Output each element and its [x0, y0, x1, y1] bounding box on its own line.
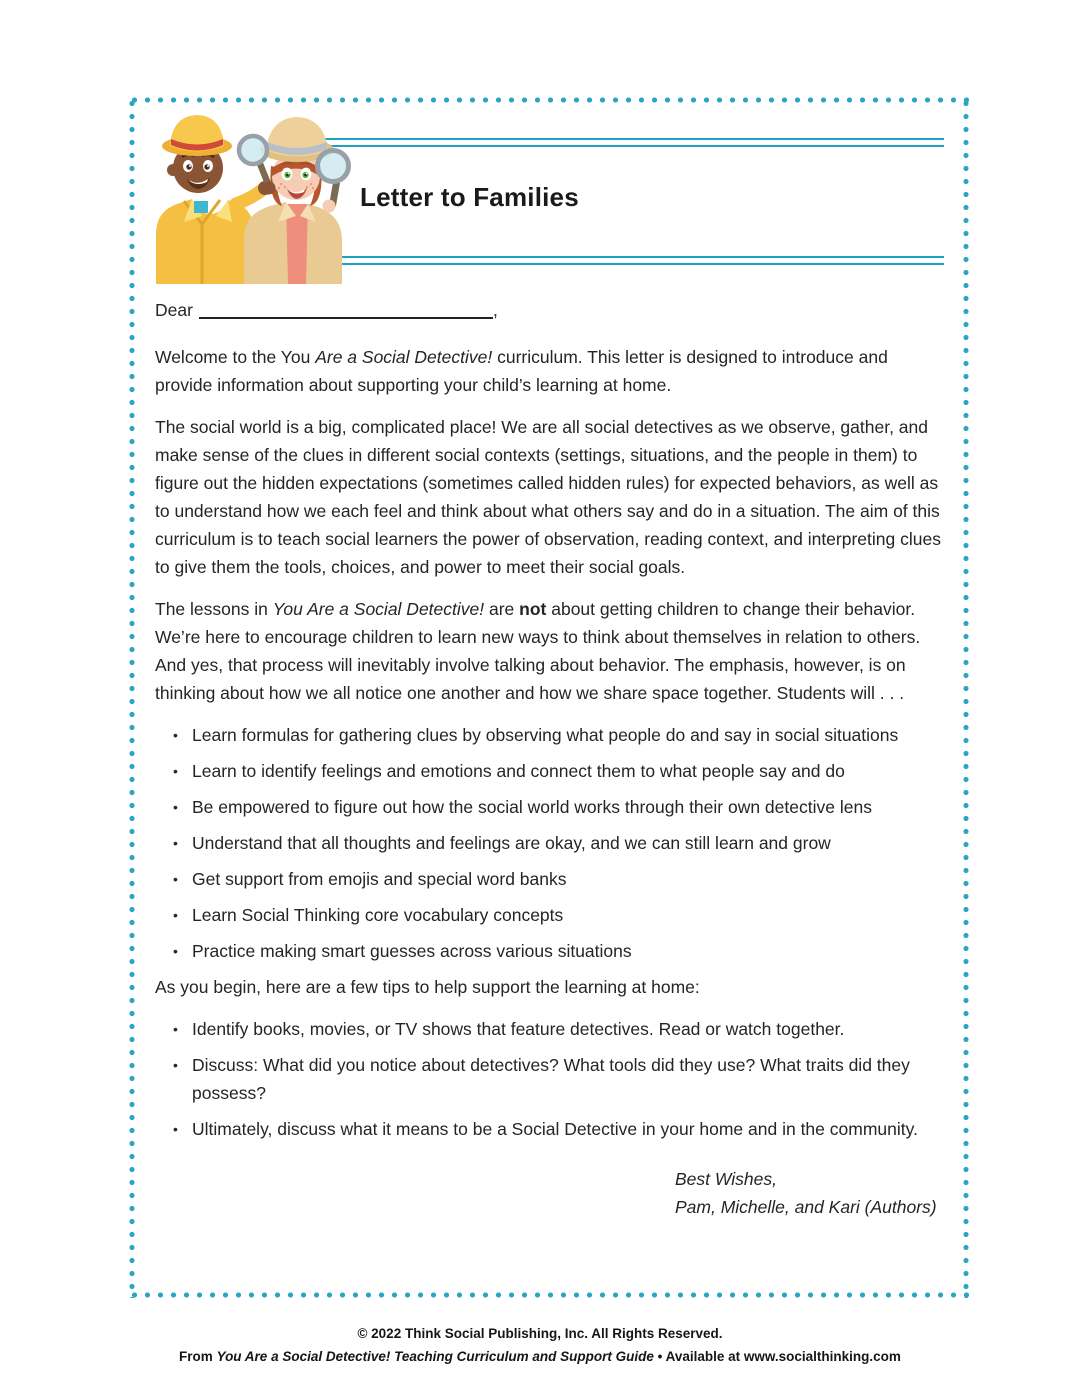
list-item: • Practice making smart guesses across various situations: [173, 937, 947, 965]
dotted-border-left: [129, 97, 135, 1298]
list-item: • Understand that all thoughts and feelings are okay, and we can still learn and grow: [173, 829, 947, 857]
salutation-label: Dear: [155, 300, 193, 320]
paragraph-lessons: The lessons in You Are a Social Detective! are not about getting children to change their behavior. We’re here to encourage children to learn new ways to think about themselves in relation to others. And yes, that process will inevitably involve talking about behavior. The emphasis, however, is on thinking about how we all notice one another and how we share space together. Students will . . .: [155, 599, 921, 703]
page-title: Letter to Families: [360, 182, 579, 212]
dotted-border-top: [128, 97, 970, 103]
salutation-comma: ,: [492, 300, 498, 320]
list-item: • Identify books, movies, or TV shows that feature detectives. Read or watch together.: [173, 1015, 947, 1043]
list-item: • Learn to identify feelings and emotions and connect them to what people say and do: [173, 757, 947, 785]
page-footer: [0, 1322, 1080, 1368]
letter-body: [155, 296, 947, 1221]
dotted-border-right: [963, 97, 969, 1298]
list-item: • Learn formulas for gathering clues by observing what people do and say in social situations: [173, 721, 947, 749]
magnifying-glass-icon: [318, 151, 349, 213]
family-tips-list: [155, 1015, 947, 1143]
list-item: • Get support from emojis and special word banks: [173, 865, 947, 893]
detective-kids-illustration: [140, 104, 352, 284]
list-item: • Learn Social Thinking core vocabulary concepts: [173, 901, 947, 929]
header-rule-top: [316, 138, 944, 147]
header-rule-bottom: [304, 256, 944, 265]
copyright-line: © 2022 Think Social Publishing, Inc. All Rights Reserved.: [357, 1326, 723, 1341]
list-item: • Ultimately, discuss what it means to be a Social Detective in your home and in the community.: [173, 1115, 947, 1143]
paragraph-welcome: Welcome to the You Are a Social Detective! curriculum. This letter is designed to introduce and provide information about supporting your child’s learning at home.: [155, 347, 888, 395]
closing-signature: [675, 1165, 947, 1221]
tips-intro: As you begin, here are a few tips to help support the learning at home:: [155, 977, 700, 997]
list-item: • Discuss: What did you notice about detectives? What tools did they use? What traits did they possess?: [173, 1051, 947, 1107]
student-goals-list: [155, 721, 947, 965]
authors-line: Pam, Michelle, and Kari (Authors): [675, 1197, 937, 1217]
paragraph-social-world: The social world is a big, complicated place! We are all social detectives as we observe, gather, and make sense of the clues in different social contexts (settings, situations, and the people in them) to figure out the hidden expectations (sometimes called hidden rules) for expected behaviors, as well as to understand how we each feel and think about what others say and do in a situation. The aim of this curriculum is to teach social learners the power of observation, reading context, and interpreting clues to give them the tools, choices, and power to meet their social goals.: [155, 417, 941, 577]
closing-line: Best Wishes,: [675, 1169, 777, 1189]
list-item: • Be empowered to figure out how the social world works through their own detective lens: [173, 793, 947, 821]
name-blank-line: [199, 317, 493, 319]
salutation-line: [155, 296, 947, 324]
source-line: From You Are a Social Detective! Teaching Curriculum and Support Guide • Available at www.socialthinking.com: [179, 1349, 901, 1364]
dotted-border-bottom: [128, 1292, 970, 1298]
